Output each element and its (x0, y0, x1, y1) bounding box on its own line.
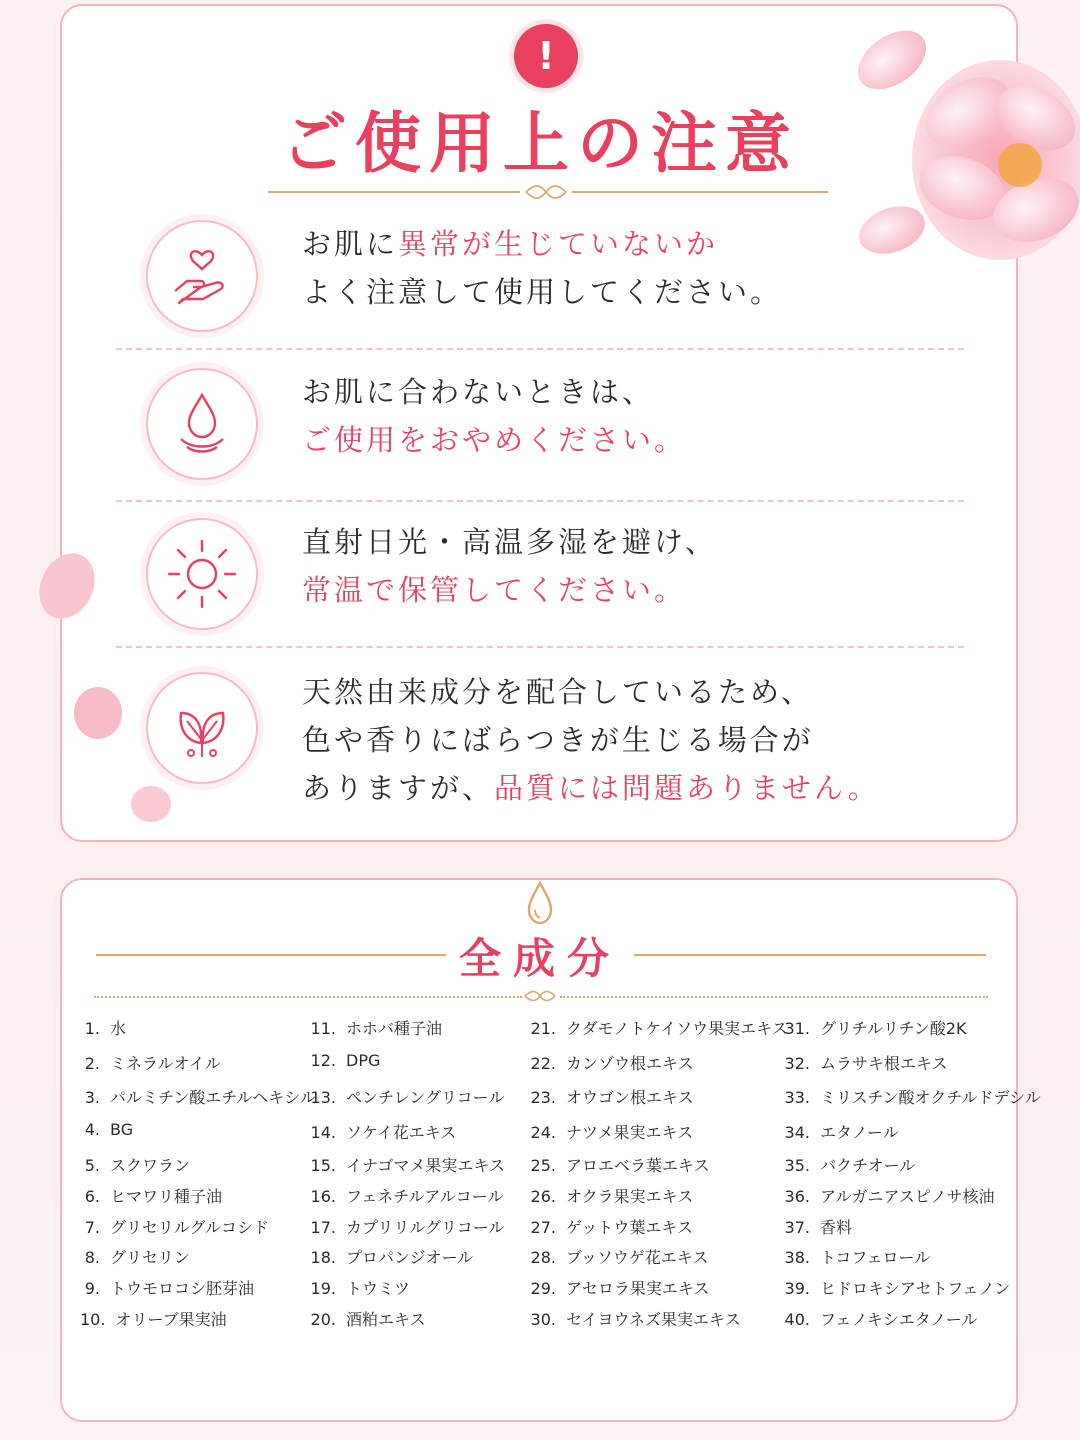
ingredient-item (310, 1051, 380, 1070)
ingredient-number: 37. (784, 1218, 810, 1237)
ingredient-item (80, 1085, 316, 1108)
ingredient-name: ヒドロキシアセトフェノン (820, 1279, 1011, 1298)
ingredient-number: 23. (530, 1088, 556, 1107)
ingredient-number: 34. (784, 1123, 810, 1142)
caution-text: 直射日光・高温多湿を避け、 常温で保管してください。 (302, 525, 717, 607)
ingredient-name: ゲットウ葉エキス (566, 1218, 694, 1237)
drop-icon (167, 389, 237, 459)
ingredient-number: 16. (310, 1187, 336, 1206)
ingredient-item (310, 1016, 442, 1039)
ingredient-name: オウゴン根エキス (566, 1088, 694, 1107)
divider (572, 191, 828, 193)
petal-image (34, 548, 100, 624)
dotted-divider (560, 996, 988, 998)
ingredient-name: アロエベラ葉エキス (566, 1156, 710, 1175)
caution-title: ご使用上の注意 (281, 104, 799, 182)
ingredient-item (80, 1184, 222, 1207)
caution-item-storage (146, 518, 966, 630)
ingredient-name: 酒粕エキス (346, 1310, 426, 1329)
ingredient-item (784, 1120, 899, 1143)
leaf-icon (167, 693, 237, 763)
ingredient-item (310, 1153, 505, 1176)
ingredient-item (530, 1153, 710, 1176)
ingredient-name: ソケイ花エキス (346, 1123, 457, 1142)
ingredient-item (80, 1307, 227, 1330)
ingredient-item (80, 1245, 190, 1268)
ingredient-name: トウモロコシ胚芽油 (110, 1279, 255, 1298)
ingredient-name: オリーブ果実油 (115, 1310, 227, 1329)
ingredient-number: 39. (784, 1279, 810, 1298)
sun-icon (165, 537, 239, 611)
ingredient-item (80, 1276, 254, 1299)
ingredient-item (310, 1184, 503, 1207)
ingredient-item (530, 1184, 693, 1207)
ingredient-item (784, 1215, 852, 1238)
ingredient-item (310, 1307, 426, 1330)
ingredient-number: 18. (310, 1248, 336, 1267)
dashed-divider (116, 348, 964, 350)
ingredient-number: 10. (80, 1310, 106, 1329)
ingredient-item (310, 1276, 410, 1299)
ingredient-number: 21. (530, 1019, 556, 1038)
ingredient-item (784, 1184, 995, 1207)
ingredient-item (310, 1215, 504, 1238)
ingredient-name: ヒマワリ種子油 (110, 1187, 223, 1206)
ingredient-number: 26. (530, 1187, 556, 1206)
ingredient-item (530, 1085, 694, 1108)
ingredient-name: ペンチレングリコール (346, 1088, 505, 1107)
ingredient-number: 17. (310, 1218, 336, 1237)
ingredient-item (784, 1085, 1041, 1108)
ingredient-item (310, 1120, 456, 1143)
caution-text: お肌に合わないときは、 ご使用をおやめください。 (302, 375, 687, 457)
ingredient-item (80, 1051, 221, 1074)
ingredient-item (530, 1215, 693, 1238)
alert-icon: ! (514, 24, 578, 88)
ingredient-number: 22. (530, 1054, 556, 1073)
ingredient-name: プロパンジオール (346, 1248, 474, 1267)
icon-circle (146, 672, 258, 784)
icon-circle (146, 518, 258, 630)
ingredient-name: クダモノトケイソウ果実エキス (566, 1019, 788, 1038)
ingredients-title: 全成分 (458, 934, 621, 983)
ingredient-number: 1. (84, 1019, 100, 1038)
ingredient-item (530, 1245, 709, 1268)
ingredient-name: トコフェロール (820, 1248, 931, 1267)
oil-drop-icon (524, 880, 556, 926)
ingredient-number: 32. (784, 1054, 810, 1073)
ingredient-number: 15. (310, 1156, 336, 1175)
ingredient-name: ミネラルオイル (110, 1054, 221, 1073)
ornament-icon (522, 182, 570, 202)
ingredient-number: 14. (310, 1123, 336, 1142)
ingredient-item (784, 1307, 977, 1330)
ingredient-number: 35. (784, 1156, 810, 1175)
ingredient-name: 水 (110, 1019, 127, 1038)
ingredient-number: 8. (84, 1248, 100, 1267)
ingredient-name: トウミツ (346, 1279, 411, 1298)
ingredient-number: 20. (310, 1310, 336, 1329)
ingredient-item (310, 1245, 473, 1268)
heart-hand-icon (167, 241, 237, 311)
ingredient-number: 6. (84, 1187, 100, 1206)
ingredient-number: 9. (84, 1279, 100, 1298)
ingredient-name: オクラ果実エキス (566, 1187, 694, 1206)
ingredient-number: 27. (530, 1218, 556, 1237)
ingredient-name: ブッソウゲ花エキス (566, 1248, 709, 1267)
dotted-divider (94, 996, 522, 998)
caution-item-stop-use (146, 368, 966, 480)
ingredient-name: グリセリルグルコシド (110, 1218, 270, 1237)
ingredient-name: グリチルリチン酸2K (820, 1019, 967, 1038)
icon-circle (146, 368, 258, 480)
ingredient-name: カンゾウ根エキス (566, 1054, 694, 1073)
ingredient-name: ナツメ果実エキス (566, 1123, 694, 1142)
ingredient-item (784, 1245, 930, 1268)
ingredient-name: イナゴマメ果実エキス (346, 1156, 506, 1175)
ingredient-number: 38. (784, 1248, 810, 1267)
caution-item-natural (146, 668, 966, 818)
ingredient-item (80, 1120, 133, 1139)
caution-item-skin-check (146, 220, 966, 332)
ingredient-item (80, 1215, 269, 1238)
dashed-divider (116, 500, 964, 502)
ingredient-number: 24. (530, 1123, 556, 1142)
dashed-divider (116, 646, 964, 648)
ingredient-item (784, 1153, 915, 1176)
ingredient-number: 28. (530, 1248, 556, 1267)
ingredient-name: フェノキシエタノール (820, 1310, 978, 1329)
ingredient-item (530, 1120, 693, 1143)
ingredient-number: 33. (784, 1088, 810, 1107)
ingredient-item (80, 1016, 126, 1039)
ingredient-name: グリセリン (110, 1248, 190, 1267)
ingredient-number: 2. (84, 1054, 100, 1073)
ingredient-item (530, 1016, 788, 1039)
ingredient-number: 13. (310, 1088, 336, 1107)
ingredient-name: スクワラン (110, 1156, 191, 1175)
ingredient-number: 11. (310, 1019, 336, 1038)
ingredient-name: BG (110, 1120, 134, 1139)
icon-circle (146, 220, 258, 332)
ingredient-name: アセロラ果実エキス (566, 1279, 710, 1298)
caution-text: お肌に異常が生じていないか よく注意して使用してください。 (302, 227, 783, 309)
ingredient-name: エタノール (820, 1123, 899, 1142)
ingredient-number: 36. (784, 1187, 810, 1206)
ingredient-name: バクチオール (820, 1156, 916, 1175)
ingredient-name: フェネチルアルコール (346, 1187, 504, 1206)
ingredient-name: ホホバ種子油 (346, 1019, 443, 1038)
ingredient-number: 3. (84, 1088, 100, 1107)
ingredient-name: ミリスチン酸オクチルドデシル (820, 1088, 1041, 1107)
ornament-icon (522, 988, 558, 1004)
ingredient-name: 香料 (820, 1218, 853, 1237)
ingredient-item (784, 1276, 1010, 1299)
ingredient-name: セイヨウネズ果実エキス (566, 1310, 741, 1329)
ingredient-name: カプリリルグリコール (346, 1218, 505, 1237)
divider (268, 191, 520, 193)
divider (634, 954, 986, 956)
caution-text: 天然由来成分を配合しているため、 色や香りにばらつきが生じる場合が ありますが、品質には問題ありません。 (302, 675, 880, 805)
ingredient-number: 19. (310, 1279, 336, 1298)
ingredient-name: ムラサキ根エキス (820, 1054, 948, 1073)
ingredient-item (80, 1153, 190, 1176)
ingredient-item (310, 1085, 504, 1108)
ingredient-name: パルミチン酸エチルヘキシル (110, 1088, 316, 1107)
ingredient-name: DPG (346, 1051, 381, 1070)
ingredient-name: アルガニアスピノサ核油 (820, 1187, 995, 1206)
ingredient-number: 25. (530, 1156, 556, 1175)
ingredient-number: 40. (784, 1310, 810, 1329)
ingredient-item (530, 1051, 694, 1074)
ingredient-number: 12. (310, 1051, 336, 1070)
ingredient-number: 5. (84, 1156, 100, 1175)
ingredient-number: 29. (530, 1279, 556, 1298)
ingredient-item (784, 1016, 966, 1039)
ingredient-number: 4. (84, 1120, 100, 1139)
petal-image (70, 684, 126, 742)
ingredient-item (530, 1307, 741, 1330)
ingredient-number: 30. (530, 1310, 556, 1329)
ingredient-number: 7. (84, 1218, 100, 1237)
ingredient-item (784, 1051, 948, 1074)
ingredient-number: 31. (784, 1019, 810, 1038)
ingredient-item (530, 1276, 710, 1299)
